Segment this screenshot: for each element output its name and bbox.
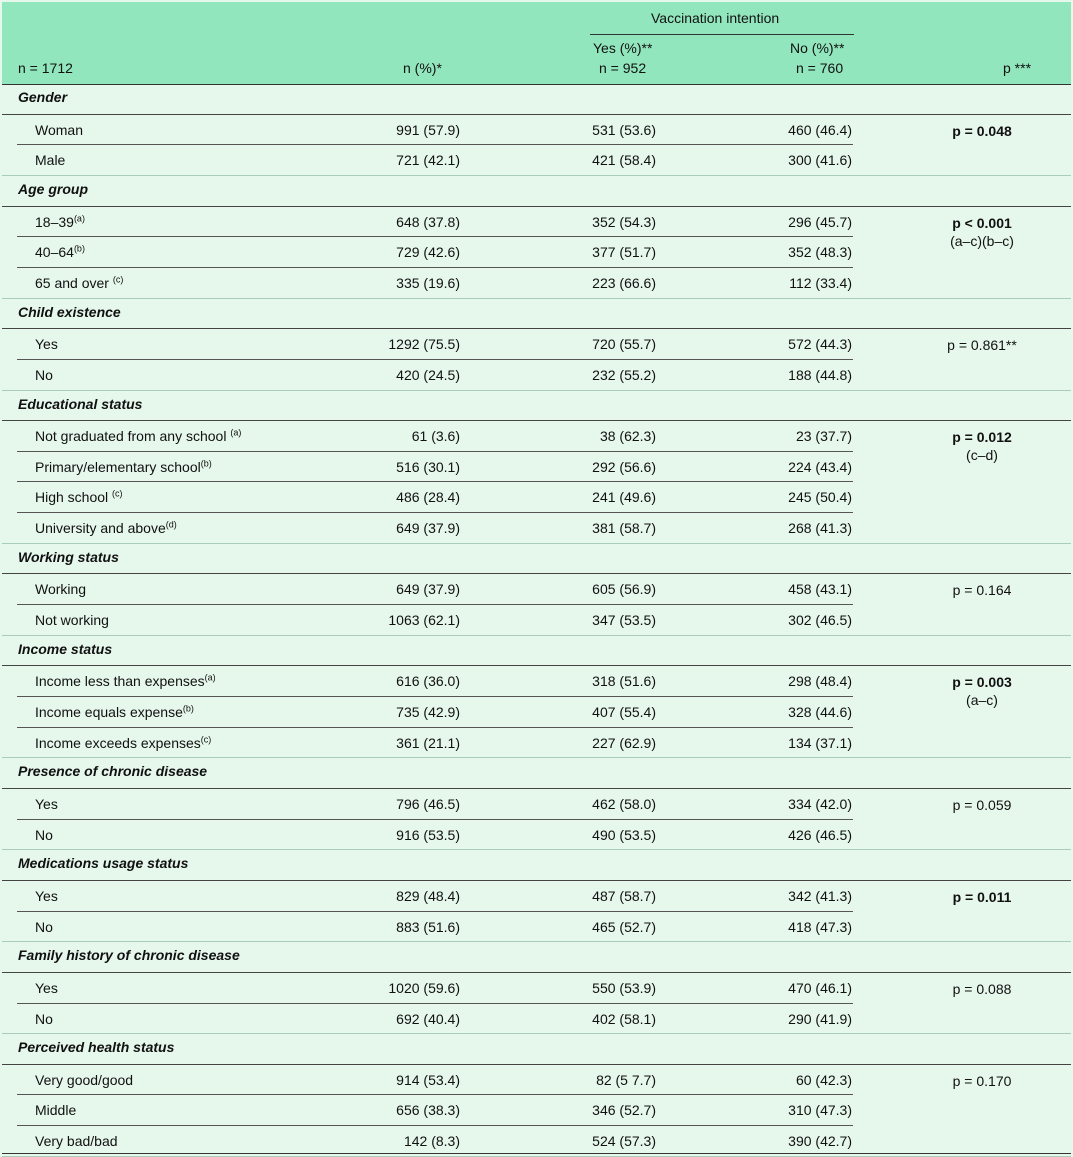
- p-value: p < 0.001: [952, 214, 1012, 231]
- n-pct-header: n (%)*: [403, 60, 442, 76]
- section-title: Working status: [18, 548, 119, 565]
- no-cell: 334 (42.0): [788, 795, 852, 812]
- table-row: [2, 482, 1071, 513]
- section-header: [2, 758, 1071, 789]
- no-cell: 352 (48.3): [788, 244, 852, 261]
- row-label: [35, 704, 194, 720]
- row-label: [35, 489, 123, 505]
- section-title: Medications usage status: [18, 855, 189, 872]
- yes-cell: 465 (52.7): [592, 918, 656, 935]
- row-label: [35, 244, 85, 260]
- section-header: [2, 636, 1071, 667]
- row-label: [35, 888, 58, 904]
- row-label-superscript: (d): [165, 519, 177, 530]
- row-label: [35, 827, 53, 843]
- row-label-superscript: (b): [73, 243, 85, 254]
- table-row: [2, 912, 1071, 943]
- n-pct-cell: 1020 (59.6): [388, 979, 460, 996]
- section-title: Child existence: [18, 303, 121, 320]
- yes-cell: 550 (53.9): [592, 979, 656, 996]
- yes-cell: 605 (56.9): [592, 581, 656, 598]
- row-label-text: Working: [35, 581, 87, 598]
- no-cell: 342 (41.3): [788, 887, 852, 904]
- n-pct-cell: 829 (48.4): [396, 887, 460, 904]
- row-label-text: Primary/elementary school: [35, 458, 201, 475]
- section-title: Presence of chronic disease: [18, 763, 208, 780]
- row-label-text: University and above: [35, 520, 166, 537]
- row-label: [35, 336, 58, 352]
- row-label: [35, 1102, 76, 1118]
- n-pct-cell: 735 (42.9): [396, 704, 460, 720]
- row-label: [35, 214, 85, 230]
- table-row: [2, 268, 1071, 299]
- table-row: [2, 452, 1071, 483]
- table-row: [2, 513, 1071, 544]
- p-value-cell: [912, 796, 1052, 814]
- p-value: p = 0.003: [952, 674, 1012, 691]
- table-row: [2, 237, 1071, 268]
- n-pct-cell: 991 (57.9): [396, 121, 460, 138]
- yes-cell: 524 (57.3): [592, 1133, 656, 1150]
- p-value: p = 0.164: [952, 582, 1012, 599]
- no-header: No (%)**: [790, 40, 845, 56]
- row-label-text: Income equals expense: [35, 704, 183, 720]
- row-label-superscript: (a): [230, 427, 242, 438]
- row-label-text: Very bad/bad: [35, 1133, 118, 1150]
- no-cell: 426 (46.5): [788, 826, 852, 843]
- table-row: [2, 697, 1071, 728]
- section-title: Perceived health status: [18, 1039, 175, 1056]
- no-n-header: n = 760: [796, 60, 844, 76]
- p-value: p = 0.059: [952, 796, 1012, 813]
- total-n-header: n = 1712: [18, 60, 73, 76]
- yes-cell: 531 (53.6): [592, 121, 656, 138]
- row-label-text: 65 and over: [35, 274, 113, 291]
- table-row: [2, 329, 1071, 360]
- row-label: [35, 581, 86, 597]
- row-label-text: No: [35, 918, 53, 935]
- p-value: p = 0.861**: [947, 337, 1017, 354]
- n-pct-cell: 648 (37.8): [396, 213, 460, 230]
- yes-cell: 232 (55.2): [592, 366, 656, 383]
- yes-cell: 223 (66.6): [592, 274, 656, 291]
- section-title: Educational status: [18, 395, 143, 412]
- section-title: Gender: [18, 89, 68, 105]
- no-cell: 302 (46.5): [788, 612, 852, 629]
- p-value: p = 0.048: [952, 122, 1012, 139]
- row-label-text: High school: [35, 489, 113, 506]
- section-header: [2, 850, 1071, 881]
- row-label: [35, 673, 216, 689]
- n-pct-cell: 516 (30.1): [396, 458, 460, 475]
- yes-cell: 407 (55.4): [592, 704, 656, 720]
- yes-cell: 292 (56.6): [592, 458, 656, 475]
- section-header: [2, 391, 1071, 422]
- table-row: [2, 1065, 1071, 1096]
- section-header: [2, 942, 1071, 973]
- p-value-cell: [912, 1072, 1052, 1090]
- row-label-text: Income exceeds expenses: [35, 734, 201, 751]
- row-label-superscript: (b): [182, 703, 194, 714]
- row-label-text: Yes: [35, 795, 58, 812]
- row-label: [35, 122, 83, 138]
- n-pct-cell: 616 (36.0): [396, 673, 460, 690]
- row-label-text: No: [35, 826, 53, 843]
- yes-cell: 490 (53.5): [592, 826, 656, 843]
- group-title: Vaccination intention: [651, 10, 780, 26]
- row-label-text: Yes: [35, 979, 58, 996]
- no-cell: 134 (37.1): [788, 734, 852, 751]
- row-label-text: 18–39: [35, 213, 74, 230]
- no-cell: 572 (44.3): [788, 336, 852, 353]
- p-value: p = 0.088: [952, 980, 1012, 997]
- section-title: Age group: [18, 180, 88, 197]
- p-value-cell: [912, 122, 1052, 140]
- no-cell: 224 (43.4): [788, 458, 852, 475]
- row-label: [35, 919, 53, 935]
- table-row: [2, 789, 1071, 820]
- yes-cell: 82 (5 7.7): [596, 1071, 656, 1088]
- p-value-cell: [912, 214, 1052, 250]
- row-label: [35, 796, 58, 812]
- table-row: [2, 207, 1071, 238]
- n-pct-cell: 692 (40.4): [396, 1010, 460, 1027]
- section-title: Family history of chronic disease: [18, 947, 240, 964]
- table-row: [2, 421, 1071, 452]
- row-label: [35, 1011, 53, 1027]
- yes-header: Yes (%)**: [593, 40, 653, 56]
- table-row: [2, 728, 1071, 759]
- yes-cell: 402 (58.1): [592, 1010, 656, 1027]
- p-value: p = 0.012: [952, 429, 1012, 446]
- n-pct-cell: 61 (3.6): [411, 428, 460, 445]
- no-cell: 300 (41.6): [788, 152, 852, 169]
- p-value: p = 0.170: [952, 1072, 1012, 1089]
- table-row: [2, 820, 1071, 851]
- n-pct-cell: 335 (19.6): [396, 274, 460, 291]
- table-row: [2, 1004, 1071, 1035]
- section-title: Income status: [18, 640, 113, 657]
- yes-cell: 377 (51.7): [592, 244, 656, 261]
- yes-cell: 381 (58.7): [592, 520, 656, 537]
- section-header: [2, 84, 1071, 115]
- n-pct-cell: 729 (42.6): [396, 244, 460, 261]
- p-value-note: (a–c): [966, 692, 998, 709]
- row-label-superscript: (c): [112, 488, 123, 499]
- row-label: [35, 152, 65, 168]
- p-value-cell: [912, 673, 1052, 709]
- table-bottom-rule: [2, 1153, 1071, 1154]
- section-header: [2, 544, 1071, 575]
- table-row: [2, 666, 1071, 697]
- row-label-superscript: (b): [200, 458, 212, 469]
- n-pct-cell: 649 (37.9): [396, 520, 460, 537]
- p-value-cell: [912, 980, 1052, 998]
- row-label: [35, 520, 177, 536]
- p-value-note: (a–c)(b–c): [950, 232, 1014, 249]
- yes-cell: 421 (58.4): [592, 152, 656, 169]
- no-cell: 458 (43.1): [788, 581, 852, 598]
- yes-cell: 346 (52.7): [592, 1102, 656, 1119]
- row-label-text: Yes: [35, 887, 58, 904]
- no-cell: 112 (33.4): [789, 274, 852, 291]
- no-cell: 298 (48.4): [788, 673, 852, 690]
- section-header: [2, 176, 1071, 207]
- n-pct-cell: 916 (53.5): [396, 826, 460, 843]
- table-row: [2, 145, 1071, 176]
- table-row: [2, 574, 1071, 605]
- row-label: [35, 980, 58, 996]
- row-label: [35, 275, 123, 291]
- row-label: [35, 612, 109, 628]
- row-label: [35, 367, 53, 383]
- row-label-text: Middle: [35, 1102, 77, 1119]
- no-cell: 390 (42.7): [788, 1133, 852, 1150]
- section-header: [2, 299, 1071, 330]
- no-cell: 296 (45.7): [788, 213, 852, 230]
- p-value-cell: [912, 581, 1052, 599]
- no-cell: 460 (46.4): [788, 121, 852, 138]
- row-label-superscript: (a): [204, 672, 216, 683]
- row-label-text: Not working: [35, 612, 109, 629]
- n-pct-cell: 883 (51.6): [396, 918, 460, 935]
- yes-cell: 462 (58.0): [592, 795, 656, 812]
- table-row: [2, 115, 1071, 146]
- row-label-text: Very good/good: [35, 1071, 134, 1088]
- row-label: [35, 428, 241, 444]
- row-label: [35, 1133, 118, 1149]
- no-cell: 470 (46.1): [788, 979, 852, 996]
- n-pct-cell: 914 (53.4): [396, 1071, 460, 1088]
- yes-cell: 227 (62.9): [592, 734, 656, 751]
- n-pct-cell: 1292 (75.5): [388, 336, 460, 353]
- n-pct-cell: 649 (37.9): [396, 581, 460, 598]
- no-cell: 268 (41.3): [788, 520, 852, 537]
- no-cell: 290 (41.9): [788, 1010, 852, 1027]
- row-label-text: Male: [35, 152, 66, 169]
- yes-cell: 352 (54.3): [592, 213, 656, 230]
- p-header: p ***: [1003, 60, 1032, 76]
- row-label-text: No: [35, 1010, 53, 1027]
- n-pct-cell: 486 (28.4): [396, 489, 460, 506]
- yes-cell: 318 (51.6): [592, 673, 656, 690]
- row-label-text: 40–64: [35, 244, 74, 261]
- p-value: p = 0.011: [952, 888, 1012, 905]
- n-pct-cell: 796 (46.5): [396, 795, 460, 812]
- n-pct-cell: 142 (8.3): [403, 1133, 460, 1150]
- p-value-note: (c–d): [966, 447, 998, 464]
- no-cell: 23 (37.7): [795, 428, 852, 445]
- p-value-cell: [912, 888, 1052, 906]
- no-cell: 188 (44.8): [788, 366, 852, 383]
- yes-cell: 720 (55.7): [592, 336, 656, 353]
- no-cell: 245 (50.4): [788, 489, 852, 506]
- n-pct-cell: 721 (42.1): [396, 152, 460, 169]
- yes-cell: 487 (58.7): [592, 887, 656, 904]
- p-value-cell: [912, 428, 1052, 464]
- yes-cell: 38 (62.3): [599, 428, 656, 445]
- row-label-text: Not graduated from any school: [35, 428, 231, 445]
- yes-cell: 347 (53.5): [592, 612, 656, 629]
- row-label-text: Income less than expenses: [35, 673, 205, 690]
- n-pct-cell: 361 (21.1): [396, 734, 460, 751]
- row-label-text: No: [35, 366, 53, 383]
- row-label-text: Yes: [35, 336, 58, 353]
- group-divider: [590, 34, 854, 35]
- yes-n-header: n = 952: [599, 60, 647, 76]
- row-label: [35, 735, 211, 751]
- table-row: [2, 360, 1071, 391]
- section-header: [2, 1034, 1071, 1065]
- row-label-text: Woman: [35, 121, 83, 138]
- no-cell: 418 (47.3): [788, 918, 852, 935]
- yes-cell: 241 (49.6): [592, 489, 656, 506]
- table-row: [2, 973, 1071, 1004]
- n-pct-cell: 420 (24.5): [396, 366, 460, 383]
- no-cell: 328 (44.6): [788, 704, 852, 720]
- row-label-superscript: (c): [200, 733, 212, 744]
- row-label: [35, 459, 212, 475]
- n-pct-cell: 1063 (62.1): [388, 612, 460, 629]
- no-cell: 310 (47.3): [788, 1102, 852, 1119]
- table-row: [2, 881, 1071, 912]
- table-row: [2, 605, 1071, 636]
- row-label-superscript: (a): [73, 212, 85, 223]
- table-header: [2, 2, 1071, 85]
- p-value-cell: [912, 336, 1052, 354]
- row-label: [35, 1072, 133, 1088]
- row-label-superscript: (c): [112, 274, 124, 285]
- n-pct-cell: 656 (38.3): [396, 1102, 460, 1119]
- table-row: [2, 1095, 1071, 1126]
- no-cell: 60 (42.3): [795, 1071, 852, 1088]
